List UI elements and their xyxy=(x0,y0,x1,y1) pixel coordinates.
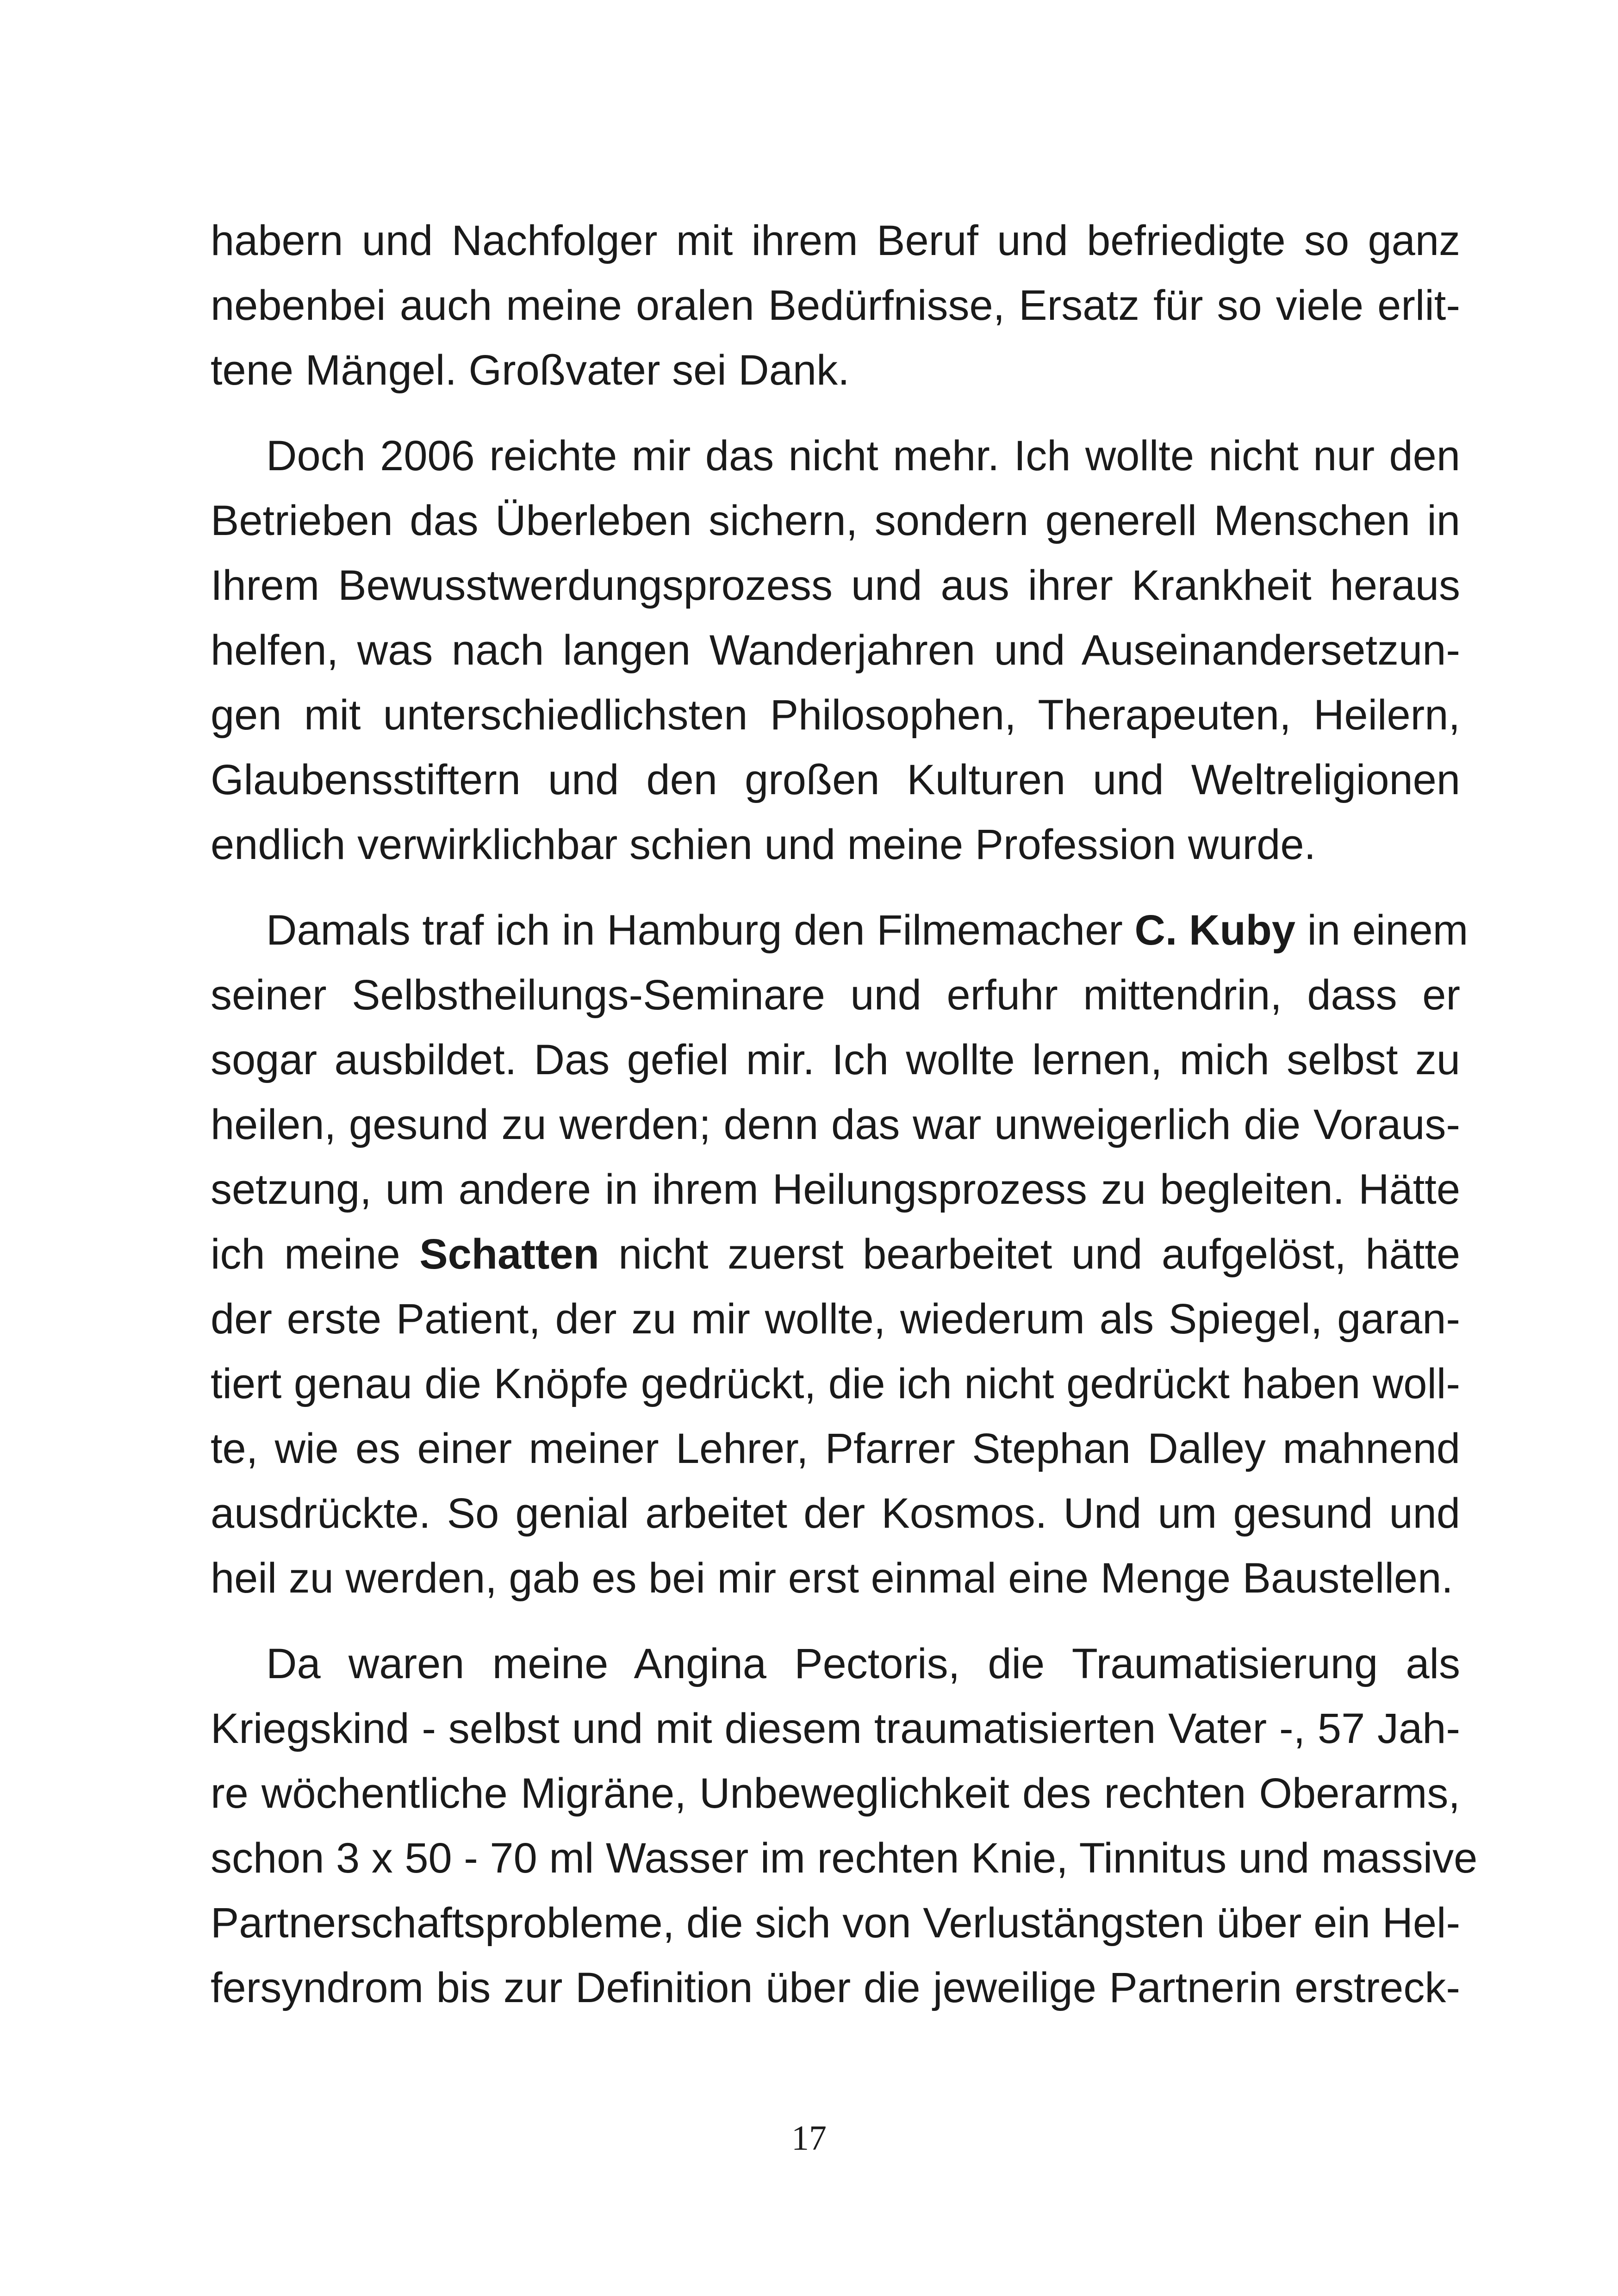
text-line: Betrieben das Überleben sichern, sondern generell Menschen in xyxy=(211,497,1460,544)
text-line: te, wie es einer meiner Lehrer, Pfarrer Stephan Dalley mahnend xyxy=(211,1425,1460,1472)
text-line: tiert genau die Knöpfe gedrückt, die ich nicht gedrückt haben woll- xyxy=(211,1360,1460,1407)
text-span: in einem xyxy=(1295,907,1469,954)
text-span: ich meine xyxy=(211,1231,420,1278)
text-line: heilen, gesund zu werden; denn das war unweigerlich die Voraus- xyxy=(211,1101,1460,1148)
text-line: helfen, was nach langen Wanderjahren und Auseinandersetzun- xyxy=(211,627,1460,674)
text-line: Da waren meine Angina Pectoris, die Traumatisierung als xyxy=(266,1640,1460,1687)
text-line: tene Mängel. Großvater sei Dank. xyxy=(211,347,850,394)
text-line: ausdrückte. So genial arbeitet der Kosmos. Und um gesund und xyxy=(211,1490,1460,1537)
text-line: Ihrem Bewusstwerdungsprozess und aus ihrer Krankheit heraus xyxy=(211,562,1460,609)
text-line: endlich verwirklichbar schien und meine Profession wurde. xyxy=(211,821,1316,868)
bold-term: Schatten xyxy=(419,1231,599,1278)
text-line: re wöchentliche Migräne, Unbeweglichkeit des rechten Oberarms, xyxy=(211,1770,1460,1817)
page-number: 17 xyxy=(791,2119,827,2158)
text-line: gen mit unterschiedlichsten Philosophen, Therapeuten, Heilern, xyxy=(211,691,1460,739)
text-line: seiner Selbstheilungs-Seminare und erfuhr mittendrin, dass er xyxy=(211,971,1460,1019)
text-line: nebenbei auch meine oralen Bedürfnisse, Ersatz für so viele erlit- xyxy=(211,282,1460,329)
text-line: der erste Patient, der zu mir wollte, wiederum als Spiegel, garan- xyxy=(211,1295,1460,1343)
text-line xyxy=(211,1222,1460,1287)
text-span: Damals traf ich in Hamburg den Filmemacher xyxy=(266,907,1135,954)
text-line: setzung, um andere in ihrem Heilungsprozess zu begleiten. Hätte xyxy=(211,1166,1460,1213)
text-line: heil zu werden, gab es bei mir erst einmal eine Menge Baustellen. xyxy=(211,1555,1453,1602)
text-line: habern und Nachfolger mit ihrem Beruf und befriedigte so ganz xyxy=(211,217,1460,264)
text-line xyxy=(211,898,1469,963)
text-span: nicht zuerst bearbeitet und aufgelöst, hätte xyxy=(599,1231,1460,1278)
text-line: Partnerschaftsprobleme, die sich von Verlustängsten über ein Hel- xyxy=(211,1899,1461,1947)
text-line: Glaubensstiftern und den großen Kulturen und Weltreligionen xyxy=(211,756,1460,803)
text-line: schon 3 x 50 - 70 ml Wasser im rechten Knie, Tinnitus und massive xyxy=(211,1835,1478,1882)
bold-name: C. Kuby xyxy=(1134,907,1295,954)
text-line: sogar ausbildet. Das gefiel mir. Ich wollte lernen, mich selbst zu xyxy=(211,1036,1460,1083)
text-line: fersyndrom bis zur Definition über die jeweilige Partnerin erstreck- xyxy=(211,1964,1460,2011)
text-line: Doch 2006 reichte mir das nicht mehr. Ich wollte nicht nur den xyxy=(266,432,1460,479)
text-line: Kriegskind - selbst und mit diesem traumatisierten Vater -, 57 Jah- xyxy=(211,1705,1460,1752)
